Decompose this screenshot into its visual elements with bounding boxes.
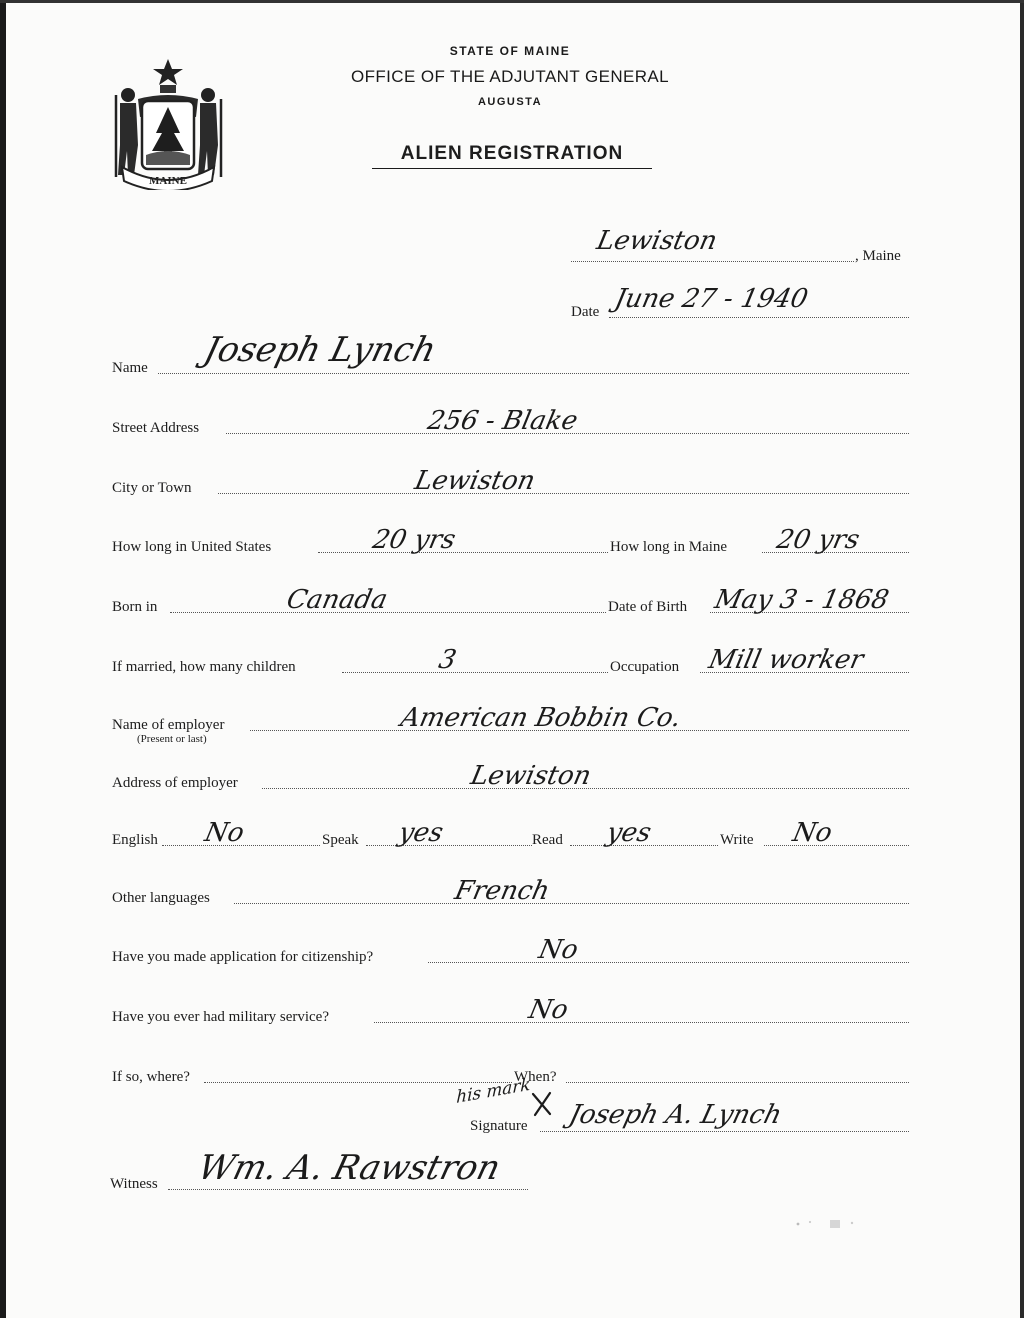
name-line	[158, 373, 909, 374]
born-in-value: Canada	[284, 585, 391, 615]
street-address-label: Street Address	[112, 420, 200, 436]
when-line	[566, 1082, 909, 1083]
citizenship-value: No	[536, 935, 581, 965]
read-value: yes	[604, 818, 654, 848]
write-line	[764, 845, 909, 846]
children-label: If married, how many children	[112, 659, 296, 675]
signature-label: Signature	[470, 1118, 528, 1134]
city-or-town-value: Lewiston	[412, 466, 538, 496]
citizenship-line	[428, 962, 909, 963]
date-value: June 27 - 1940	[612, 284, 811, 314]
military-line	[374, 1022, 909, 1023]
write-value: No	[790, 818, 835, 848]
employer-value: American Bobbin Co.	[398, 703, 684, 733]
speak-line	[366, 845, 532, 846]
city-or-town-line	[218, 493, 909, 494]
date-of-birth-label: Date of Birth	[608, 599, 688, 615]
military-label: Have you ever had military service?	[112, 1009, 329, 1025]
english-label: English	[112, 832, 158, 848]
signature-value: Joseph A. Lynch	[566, 1100, 785, 1130]
date-of-birth-value: May 3 - 1868	[712, 585, 892, 615]
employer-label: Name of employer	[112, 717, 225, 733]
when-label: When?	[514, 1069, 557, 1085]
speak-value: yes	[396, 818, 446, 848]
years-in-us-line	[318, 552, 608, 553]
years-in-us-value: 20 yrs	[370, 525, 459, 555]
name-value: Joseph Lynch	[200, 330, 441, 370]
street-address-value: 256 - Blake	[425, 406, 581, 436]
if-so-where-label: If so, where?	[112, 1069, 190, 1085]
english-value: No	[202, 818, 247, 848]
date-line	[609, 317, 909, 318]
other-languages-value: French	[452, 876, 553, 906]
scan-edge-right	[1020, 0, 1024, 1318]
employer-address-value: Lewiston	[468, 761, 594, 791]
military-value: No	[526, 995, 571, 1025]
scan-edge-top	[0, 0, 1024, 3]
name-label: Name	[112, 360, 148, 376]
occupation-value: Mill worker	[706, 645, 867, 675]
children-value: 3	[436, 645, 459, 675]
place-label: , Maine	[855, 248, 901, 264]
signature-mark-note: his mark	[456, 1074, 531, 1108]
signature-line	[540, 1131, 909, 1132]
witness-value: Wm. A. Rawstron	[194, 1148, 505, 1188]
years-in-us-label: How long in United States	[112, 539, 272, 555]
scan-speck-marks	[780, 1210, 870, 1240]
state-heading: STATE OF MAINE	[449, 44, 571, 58]
city-heading: AUGUSTA	[477, 96, 543, 108]
witness-label: Witness	[110, 1176, 158, 1192]
maine-state-seal-icon	[108, 55, 228, 190]
if-so-where-line	[204, 1082, 512, 1083]
years-in-maine-value: 20 yrs	[774, 525, 863, 555]
seal-text: MAINE	[149, 175, 187, 187]
signature-x-mark-icon	[530, 1090, 554, 1118]
employer-sublabel: (Present or last)	[137, 733, 207, 745]
speak-label: Speak	[322, 832, 359, 848]
other-languages-line	[234, 903, 909, 904]
employer-address-label: Address of employer	[112, 775, 238, 791]
place-value: Lewiston	[594, 226, 720, 256]
city-or-town-label: City or Town	[112, 480, 192, 496]
scan-edge-left	[0, 0, 6, 1318]
date-label: Date	[571, 304, 600, 320]
children-line	[342, 672, 608, 673]
office-heading: OFFICE OF THE ADJUTANT GENERAL	[350, 67, 670, 86]
place-line	[571, 261, 854, 262]
form-title: ALIEN REGISTRATION	[372, 143, 652, 169]
born-in-line	[170, 612, 606, 613]
write-label: Write	[720, 832, 754, 848]
occupation-label: Occupation	[610, 659, 680, 675]
other-languages-label: Other languages	[112, 890, 210, 906]
witness-line	[168, 1189, 528, 1190]
years-in-maine-label: How long in Maine	[610, 539, 728, 555]
read-label: Read	[532, 832, 563, 848]
born-in-label: Born in	[112, 599, 158, 615]
citizenship-label: Have you made application for citizenship?	[112, 949, 374, 965]
